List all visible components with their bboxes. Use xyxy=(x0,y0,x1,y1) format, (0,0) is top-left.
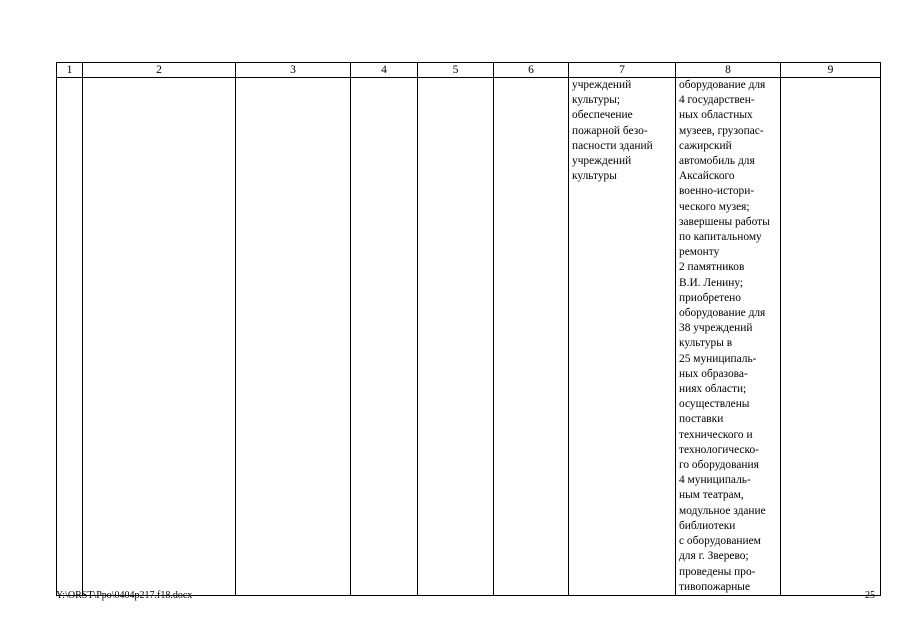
cell-col-6 xyxy=(494,78,569,596)
cell-text-line: автомобиль для xyxy=(679,155,755,168)
cell-text-line: технического и xyxy=(679,428,753,441)
header-cell-3: 3 xyxy=(236,63,351,78)
cell-text-line: для г. Зверево; xyxy=(679,550,749,563)
cell-text-line: Аксайского xyxy=(679,170,735,183)
data-table xyxy=(56,62,881,596)
header-cell-7: 7 xyxy=(569,63,676,78)
cell-text-line: ческого музея; xyxy=(679,200,750,213)
cell-col-1 xyxy=(57,78,83,596)
cell-col-5 xyxy=(418,78,494,596)
header-cell-8: 8 xyxy=(676,63,781,78)
cell-text-line: 4 муниципаль- xyxy=(679,474,751,487)
cell-text-line: оборудование для xyxy=(679,307,766,320)
cell-text-line: ниях области; xyxy=(679,383,747,396)
cell-text-line: культуры xyxy=(572,170,617,183)
cell-text-line: 38 учреждений xyxy=(679,322,753,335)
header-cell-2: 2 xyxy=(83,63,236,78)
cell-text-line: завершены работы xyxy=(679,215,770,228)
document-table-container xyxy=(56,62,880,593)
table-row xyxy=(57,78,881,596)
cell-text-line: поставки xyxy=(679,413,724,426)
header-cell-5: 5 xyxy=(418,63,494,78)
cell-text-line: ных областных xyxy=(679,109,753,122)
cell-text-line: культуры; xyxy=(572,94,621,107)
cell-text-line: го оборудования xyxy=(679,459,759,472)
cell-text-line: сажирский xyxy=(679,139,732,152)
cell-col-4 xyxy=(351,78,418,596)
header-cell-4: 4 xyxy=(351,63,418,78)
cell-text-line: 25 муниципаль- xyxy=(679,352,757,365)
header-cell-9: 9 xyxy=(781,63,881,78)
cell-col-2 xyxy=(83,78,236,596)
cell-col-7 xyxy=(569,78,676,596)
cell-col-9 xyxy=(781,78,881,596)
cell-text-line: осуществлены xyxy=(679,398,750,411)
header-cell-1: 1 xyxy=(57,63,83,78)
cell-text-line: тивопожарные xyxy=(679,580,751,593)
cell-text-line: проведены про- xyxy=(679,565,756,578)
cell-text-line: культуры в xyxy=(679,337,733,350)
footer-file-path: Y:\ORST\Ppo\0404p217.f18.docx xyxy=(56,590,193,601)
header-cell-6: 6 xyxy=(494,63,569,78)
cell-text-line: 4 государствен- xyxy=(679,94,755,107)
cell-text-line: модульное здание xyxy=(679,504,766,517)
cell-text-line: оборудование для xyxy=(679,79,766,91)
cell-text-line: приобретено xyxy=(679,291,741,304)
cell-text-line: военно-истори- xyxy=(679,185,755,198)
cell-text-line: пасности зданий xyxy=(572,139,653,152)
cell-text-line: технологическо- xyxy=(679,443,759,456)
cell-text-line: ным театрам, xyxy=(679,489,744,502)
cell-text-line: 2 памятников xyxy=(679,261,745,274)
cell-text-line: обеспечение xyxy=(572,109,633,122)
cell-text-line: ремонту xyxy=(679,246,720,259)
cell-text-line: В.И. Ленину; xyxy=(679,276,744,289)
cell-text-line: пожарной безо- xyxy=(572,124,648,137)
cell-text-line: музеев, грузопас- xyxy=(679,124,764,137)
cell-text-line: ных образова- xyxy=(679,367,748,380)
cell-text-line: библиотеки xyxy=(679,519,736,532)
cell-text-line: по капитальному xyxy=(679,231,762,244)
cell-text-line: с оборудованием xyxy=(679,535,761,548)
cell-text-line: учреждений xyxy=(572,155,632,168)
page-number: 25 xyxy=(865,590,875,601)
cell-col-3 xyxy=(236,78,351,596)
header-row xyxy=(57,63,881,78)
cell-text-line: учреждений xyxy=(572,79,632,91)
cell-col-8 xyxy=(676,78,781,596)
